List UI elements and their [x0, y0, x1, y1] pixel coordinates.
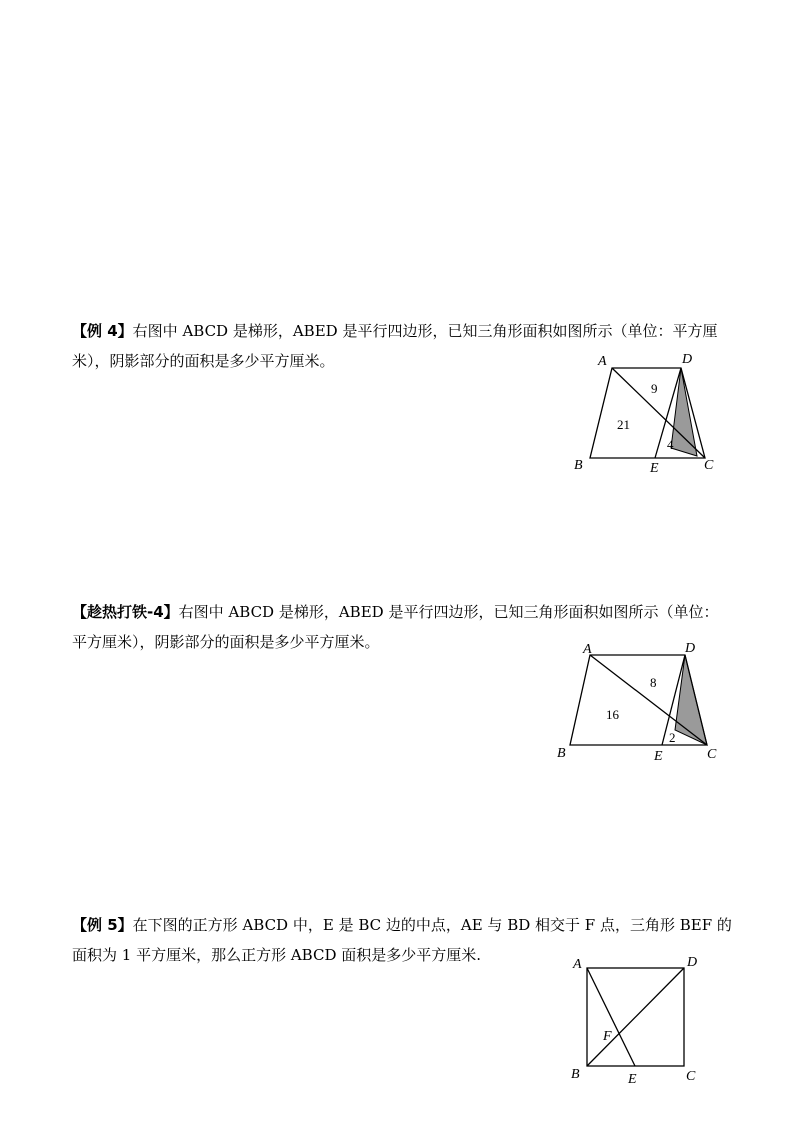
square-figure — [560, 950, 720, 1090]
area-label-top: 9 — [651, 381, 658, 396]
label-e: E — [628, 1072, 637, 1087]
area-label-left: 16 — [606, 707, 619, 722]
area-label-top: 8 — [650, 675, 657, 690]
label-c: C — [686, 1069, 696, 1084]
label-d: D — [682, 352, 693, 367]
label-c: C — [704, 458, 714, 473]
problem-tag: 【趁热打铁-4】 — [72, 603, 179, 621]
label-a: A — [598, 354, 607, 369]
label-c: C — [707, 747, 717, 762]
label-a: A — [583, 642, 592, 657]
problem-statement: 在下图的正方形 ABCD 中，E 是 BC 边的中点，AE 与 BD 相交于 F 点，三角形 BEF 的面积为 1 平方厘米，那么正方形 ABCD 面积是多少平方厘米. — [72, 916, 732, 964]
label-e: E — [650, 461, 659, 476]
label-e: E — [654, 749, 663, 764]
label-b: B — [574, 458, 583, 473]
problem-tag: 【例 5】 — [72, 916, 133, 934]
area-label-bottom: 4 — [667, 437, 674, 452]
label-d: D — [687, 955, 698, 970]
segment-bd — [587, 968, 684, 1066]
label-d: D — [685, 641, 696, 656]
problem-statement: 右图中 ABCD 是梯形，ABED 是平行四边形，已知三角形面积如图所示（单位：平方厘米），阴影部分的面积是多少平方厘米。 — [72, 322, 718, 370]
label-a: A — [573, 957, 582, 972]
label-b: B — [557, 746, 566, 761]
area-label-bottom: 2 — [669, 730, 676, 745]
problem-tag: 【例 4】 — [72, 322, 133, 340]
label-b: B — [571, 1067, 580, 1082]
trapezoid-figure-1 — [560, 348, 740, 478]
trapezoid-figure-2 — [545, 630, 735, 770]
label-f: F — [603, 1029, 612, 1044]
problem-statement: 右图中 ABCD 是梯形，ABED 是平行四边形，已知三角形面积如图所示（单位：平方厘米），阴影部分的面积是多少平方厘米。 — [72, 603, 719, 651]
shaded-triangle — [675, 655, 707, 745]
segment-ae — [587, 968, 635, 1066]
area-label-left: 21 — [617, 417, 630, 432]
